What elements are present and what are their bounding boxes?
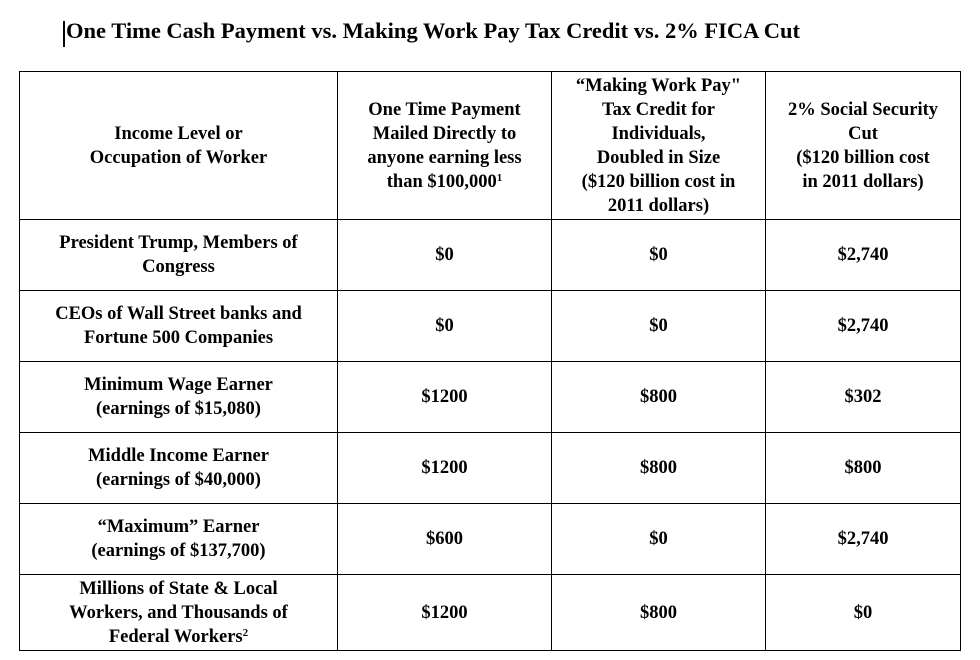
- table-row: [20, 220, 961, 291]
- cell-one-time-payment: $1200: [338, 433, 552, 504]
- header-line: Doubled in Size: [596, 147, 721, 168]
- row-label-line: CEOs of Wall Street banks and: [55, 304, 302, 324]
- header-social-security-cut: [766, 72, 961, 220]
- table-row: [20, 291, 961, 362]
- row-label-line: Middle Income Earner: [88, 446, 269, 466]
- cell-social-security-cut: $2,740: [766, 291, 961, 362]
- row-label-line: Minimum Wage Earner: [84, 375, 273, 395]
- header-making-work-pay: [552, 72, 766, 220]
- cell-social-security-cut: $302: [766, 362, 961, 433]
- row-label-line: “Maximum” Earner: [97, 517, 260, 537]
- header-line: 2011 dollars): [607, 195, 710, 216]
- header-line: Cut: [848, 123, 878, 144]
- row-label: [20, 504, 338, 575]
- header-line: Mailed Directly to: [372, 123, 517, 144]
- row-label-line: (earnings of $137,700): [91, 541, 266, 561]
- row-label: [20, 220, 338, 291]
- row-label-line: Congress: [142, 257, 215, 277]
- row-label-line: (earnings of $15,080): [96, 399, 261, 419]
- cell-making-work-pay: $800: [552, 575, 766, 651]
- cell-social-security-cut: $0: [766, 575, 961, 651]
- cell-social-security-cut: $800: [766, 433, 961, 504]
- header-line: Occupation of Worker: [89, 147, 268, 168]
- cell-making-work-pay: $0: [552, 291, 766, 362]
- header-line: One Time Payment: [368, 99, 521, 120]
- row-label: [20, 362, 338, 433]
- footnote-marker: 1: [496, 171, 503, 184]
- cell-making-work-pay: $800: [552, 433, 766, 504]
- text-cursor: [63, 21, 65, 47]
- header-line: in 2011 dollars): [802, 171, 924, 192]
- row-label: [20, 433, 338, 504]
- header-line: 2% Social Security: [787, 99, 939, 120]
- cell-one-time-payment: $1200: [338, 575, 552, 651]
- table-row: [20, 575, 961, 651]
- header-line: than $100,000: [386, 171, 497, 192]
- header-line: anyone earning less: [367, 147, 522, 168]
- cell-making-work-pay: $0: [552, 220, 766, 291]
- cell-making-work-pay: $800: [552, 362, 766, 433]
- cell-social-security-cut: $2,740: [766, 504, 961, 575]
- header-line-with-footnote: [344, 170, 545, 194]
- header-line: Tax Credit for: [601, 99, 716, 120]
- cell-one-time-payment: $0: [338, 220, 552, 291]
- header-line: Income Level or: [114, 123, 243, 144]
- cell-social-security-cut: $2,740: [766, 220, 961, 291]
- row-label-line: Millions of State & Local: [79, 578, 278, 599]
- row-label-line: Workers, and Thousands of: [69, 602, 288, 623]
- row-label: [20, 575, 338, 651]
- table-row: [20, 504, 961, 575]
- document-title: One Time Cash Payment vs. Making Work Pay Tax Credit vs. 2% FICA Cut: [66, 18, 801, 43]
- header-line: Individuals,: [611, 123, 706, 144]
- header-line: ($120 billion cost in: [581, 171, 736, 192]
- row-label-line: Fortune 500 Companies: [83, 328, 274, 348]
- row-label-line-with-footnote: [26, 625, 331, 649]
- cell-making-work-pay: $0: [552, 504, 766, 575]
- cell-one-time-payment: $0: [338, 291, 552, 362]
- header-income-level: [20, 72, 338, 220]
- row-label-line: President Trump, Members of: [59, 233, 298, 253]
- row-label-line: Federal Workers: [108, 626, 243, 647]
- row-label: [20, 291, 338, 362]
- comparison-table: [19, 71, 961, 651]
- cell-one-time-payment: $1200: [338, 362, 552, 433]
- table-header-row: [20, 72, 961, 220]
- header-line: ($120 billion cost: [796, 147, 930, 168]
- table-row: [20, 362, 961, 433]
- cell-one-time-payment: $600: [338, 504, 552, 575]
- row-label-line: (earnings of $40,000): [96, 470, 261, 490]
- footnote-marker: 2: [242, 626, 249, 639]
- header-line: “Making Work Pay": [575, 75, 742, 96]
- header-one-time-payment: [338, 72, 552, 220]
- table-row: [20, 433, 961, 504]
